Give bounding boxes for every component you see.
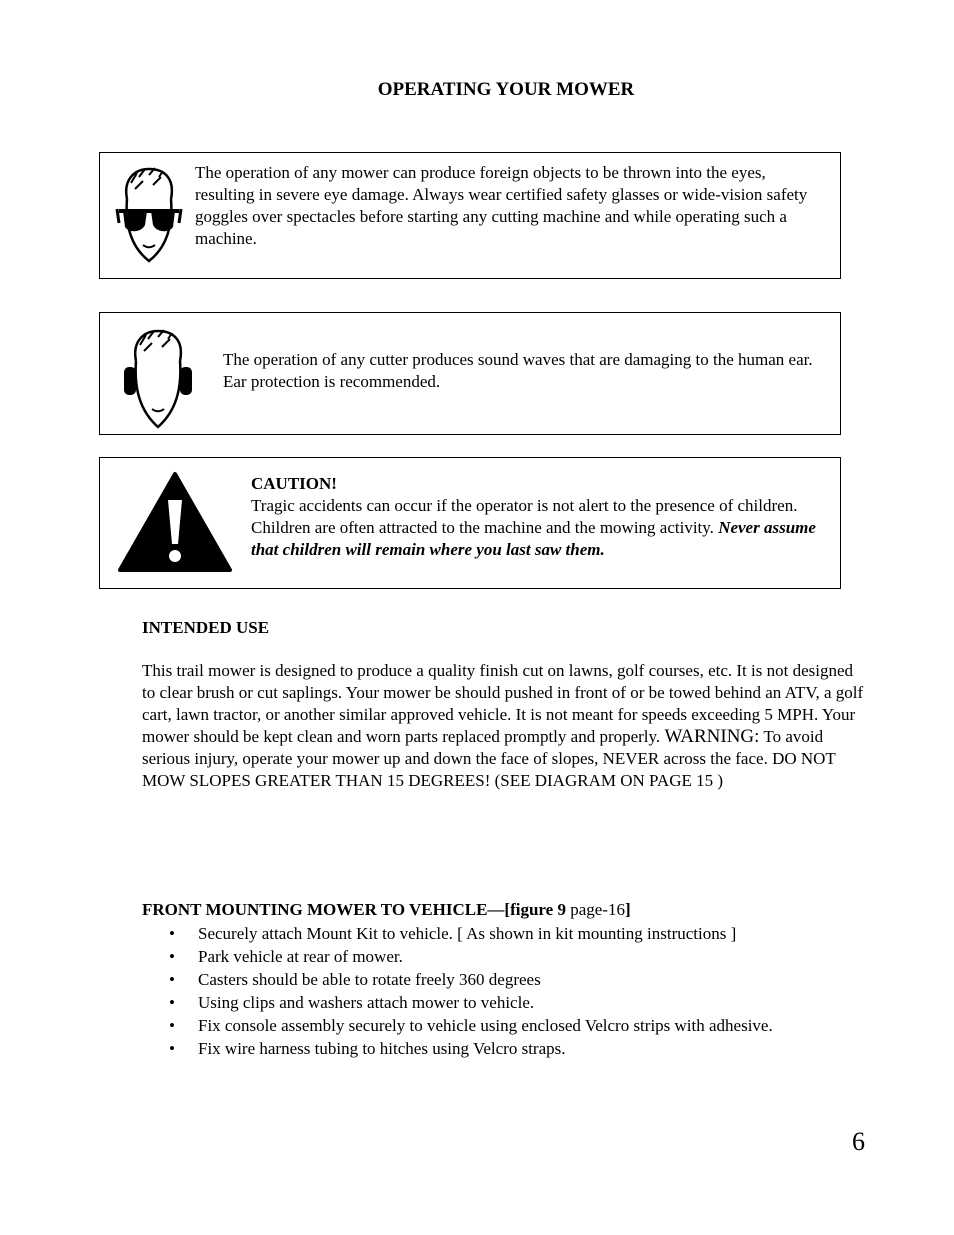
eye-protection-notice xyxy=(99,152,841,279)
front-mounting-steps xyxy=(142,922,870,1060)
intended-use-body xyxy=(142,660,870,792)
page-title: OPERATING YOUR MOWER xyxy=(377,79,635,100)
ear-protection-text: The operation of any cutter produces sound waves that are damaging to the human ear. Ear protection is recommended. xyxy=(223,350,813,391)
ear-protection-head-icon xyxy=(120,327,196,431)
list-item: • Fix console assembly securely to vehicle using enclosed Velcro strips with adhesive. xyxy=(142,1014,870,1037)
list-item: • Park vehicle at rear of mower. xyxy=(142,945,870,968)
warning-label: WARNING: xyxy=(664,726,760,747)
warning-triangle-icon xyxy=(116,470,234,574)
figure-page-ref: page-16 xyxy=(565,900,625,919)
front-mounting-title: FRONT MOUNTING MOWER TO VEHICLE—[figure 9 xyxy=(142,900,566,919)
warning-text: To avoid serious injury, operate your mower up and down the face of slopes, NEVER across the face. DO NOT MOW SLOPES GREATER THAN 15 DEGREES! (SEE DIAGRAM ON PAGE 15 ) xyxy=(142,727,836,790)
ear-protection-notice xyxy=(99,312,841,435)
safety-glasses-head-icon xyxy=(113,165,185,265)
caution-emphasis: Never assume that children will remain where you last saw them. xyxy=(251,518,816,559)
caution-text: Tragic accidents can occur if the operator is not alert to the presence of children. Children are often attracted to the machine and the mowing activity. xyxy=(251,496,798,537)
caution-notice xyxy=(99,457,841,589)
page-number: 6 xyxy=(852,1127,865,1156)
figure-ref-close: ] xyxy=(624,900,631,919)
front-mounting-heading xyxy=(142,899,870,921)
list-item: • Using clips and washers attach mower to vehicle. xyxy=(142,991,870,1014)
caution-title: CAUTION! xyxy=(251,474,337,493)
intended-use-heading: INTENDED USE xyxy=(142,618,270,637)
eye-protection-text: The operation of any mower can produce foreign objects to be thrown into the eyes, resulting in severe eye damage. Always wear certified safety glasses or wide-vision safety goggles over spectacles before starting any cutting machine and while operating such a machine. xyxy=(195,163,808,248)
list-item: • Casters should be able to rotate freely 360 degrees xyxy=(142,968,870,991)
intended-use-text: This trail mower is designed to produce a quality finish cut on lawns, golf courses, etc. It is not designed to clear brush or cut saplings. Your mower be should pushed in front of or be towed behind an ATV, a golf cart, lawn tractor, or another similar approved vehicle. It is not meant for speeds exceeding 5 MPH. Your mower should be kept clean and worn parts replaced promptly and properly. xyxy=(142,661,864,746)
list-item: • Fix wire harness tubing to hitches using Velcro straps. xyxy=(142,1037,870,1060)
list-item: • Securely attach Mount Kit to vehicle. [ As shown in kit mounting instructions ] xyxy=(142,922,870,945)
